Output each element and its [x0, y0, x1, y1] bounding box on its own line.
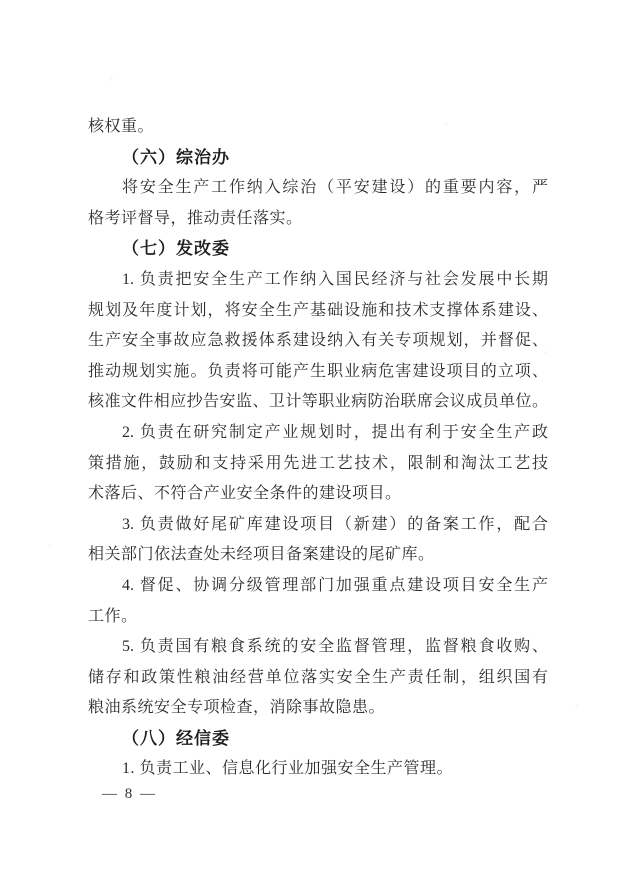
- text-line: 1. 负责工业、信息化行业加强安全生产管理。: [122, 760, 454, 778]
- text-line: 核权重。: [88, 118, 155, 135]
- text-line: 3. 负责做好尾矿库建设项目（新建）的备案工作，配合: [122, 515, 548, 533]
- text-line: 格考评督导，推动责任落实。: [88, 209, 303, 227]
- section-heading: （六）综治办: [122, 147, 230, 167]
- section-heading: （七）发改委: [122, 239, 230, 259]
- text-line: 生产安全事故应急救援体系建设纳入有关专项规划，并督促、: [88, 332, 548, 350]
- text-line: 1. 负责把安全生产工作纳入国民经济与社会发展中长期: [122, 270, 548, 288]
- text-line: 粮油系统安全专项检查，消除事故隐患。: [88, 699, 386, 717]
- text-line: 5. 负责国有粮食系统的安全监督管理，监督粮食收购、: [122, 638, 548, 656]
- text-line: 规划及年度计划，将安全生产基础设施和技术支撑体系建设、: [88, 301, 548, 319]
- text-line: 策措施，鼓励和支持采用先进工艺技术，限制和淘汰工艺技: [88, 454, 548, 472]
- text-line: 术落后、不符合产业安全条件的建设项目。: [88, 485, 402, 503]
- document-body: [88, 112, 548, 785]
- text-line: 工作。: [88, 607, 138, 625]
- text-line: 将安全生产工作纳入综治（平安建设）的重要内容，严: [122, 179, 548, 197]
- section-heading: （八）经信委: [122, 728, 230, 748]
- text-line: 4. 督促、协调分级管理部门加强重点建设项目安全生产: [122, 576, 548, 594]
- text-line: 储存和政策性粮油经营单位落实安全生产责任制，组织国有: [88, 668, 548, 686]
- text-line: 2. 负责在研究制定产业规划时，提出有利于安全生产政: [122, 423, 548, 441]
- text-line: 核准文件相应抄告安监、卫计等职业病防治联席会议成员单位。: [88, 393, 548, 411]
- page-number: — 8 —: [102, 786, 157, 802]
- text-line: 推动规划实施。负责将可能产生职业病危害建设项目的立项、: [88, 362, 548, 380]
- text-line: 相关部门依法查处未经项目备案建设的尾矿库。: [88, 546, 435, 564]
